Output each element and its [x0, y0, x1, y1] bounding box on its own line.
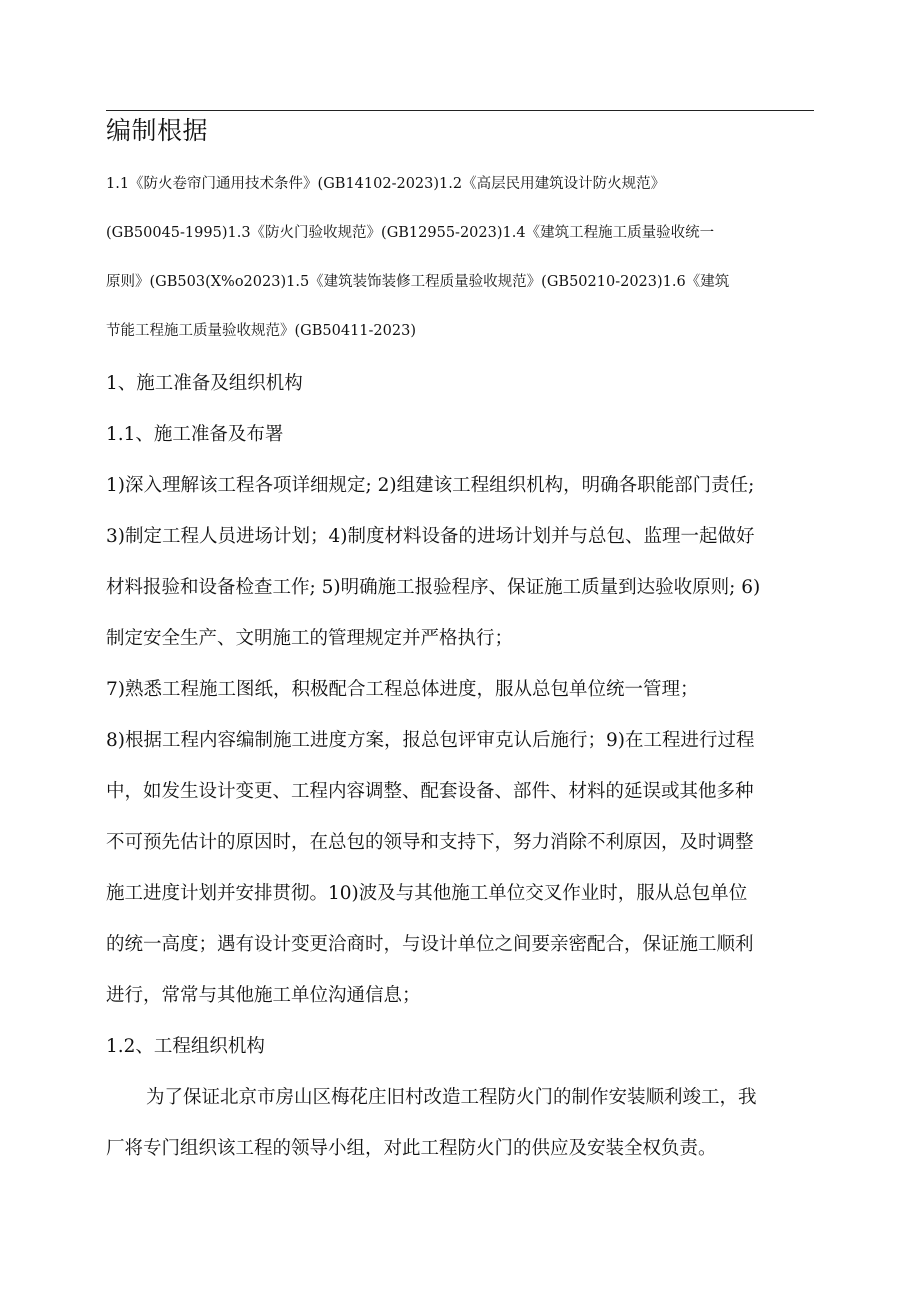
document-title: 编制根据 [106, 116, 209, 145]
section-1-1-line: 进行，常常与其他施工单位沟通信息； [106, 985, 421, 1006]
section-1-2-line: 为了保证北京市房山区梅花庄旧村改造工程防火门的制作安装顺利竣工，我 [146, 1087, 757, 1108]
section-1-heading: 1、施工准备及组织机构 [106, 373, 303, 394]
basis-line: (GB50045-1995)1.3《防火门验收规范》(GB12955-2023)1.4《建筑工程施工质量验收统一 [106, 225, 715, 241]
section-1-2-line: 厂将专门组织该工程的领导小组，对此工程防火门的供应及安装全权负责。 [106, 1138, 717, 1159]
section-1-1-line: 8)根据工程内容编制施工进度方案，报总包评审克认后施行；9)在工程进行过程 [106, 730, 755, 751]
basis-paragraph [106, 160, 814, 356]
basis-line: 原则》(GB503(X%o2023)1.5《建筑装饰装修工程质量验收规范》(GB50210-2023)1.6《建筑 [106, 274, 730, 290]
section-1-2-heading: 1.2、工程组织机构 [106, 1036, 265, 1057]
basis-line: 节能工程施工质量验收规范》(GB50411-2023) [106, 323, 416, 339]
document-body [106, 358, 814, 1174]
basis-line: 1.1《防火卷帘门通用技术条件》(GB14102-2023)1.2《高层民用建筑设计防火规范》 [106, 176, 666, 192]
section-1-1-line: 的统一高度；遇有设计变更洽商时，与设计单位之间要亲密配合，保证施工顺利 [106, 934, 754, 955]
section-1-1-line: 1)深入理解该工程各项详细规定; 2)组建该工程组织机构，明确各职能部门责任; [106, 475, 755, 496]
section-1-1-line: 材料报验和设备检查工作; 5)明确施工报验程序、保证施工质量到达验收原则; 6) [106, 577, 761, 598]
section-1-1-line: 制定安全生产、文明施工的管理规定并严格执行； [106, 628, 514, 649]
section-1-1-line: 中，如发生设计变更、工程内容调整、配套设备、部件、材料的延误或其他多种 [106, 781, 754, 802]
section-1-1-line: 施工进度计划并安排贯彻。10)波及与其他施工单位交叉作业时，服从总包单位 [106, 883, 748, 904]
header-rule [106, 110, 814, 111]
section-1-1-line: 不可预先估计的原因时，在总包的领导和支持下，努力消除不利原因，及时调整 [106, 832, 754, 853]
section-1-1-line: 3)制定工程人员进场计划；4)制度材料设备的进场计划并与总包、监理一起做好 [106, 526, 755, 547]
section-1-1-line: 7)熟悉工程施工图纸，积极配合工程总体进度，服从总包单位统一管理； [106, 679, 699, 700]
section-1-1-heading: 1.1、施工准备及布署 [106, 424, 284, 445]
